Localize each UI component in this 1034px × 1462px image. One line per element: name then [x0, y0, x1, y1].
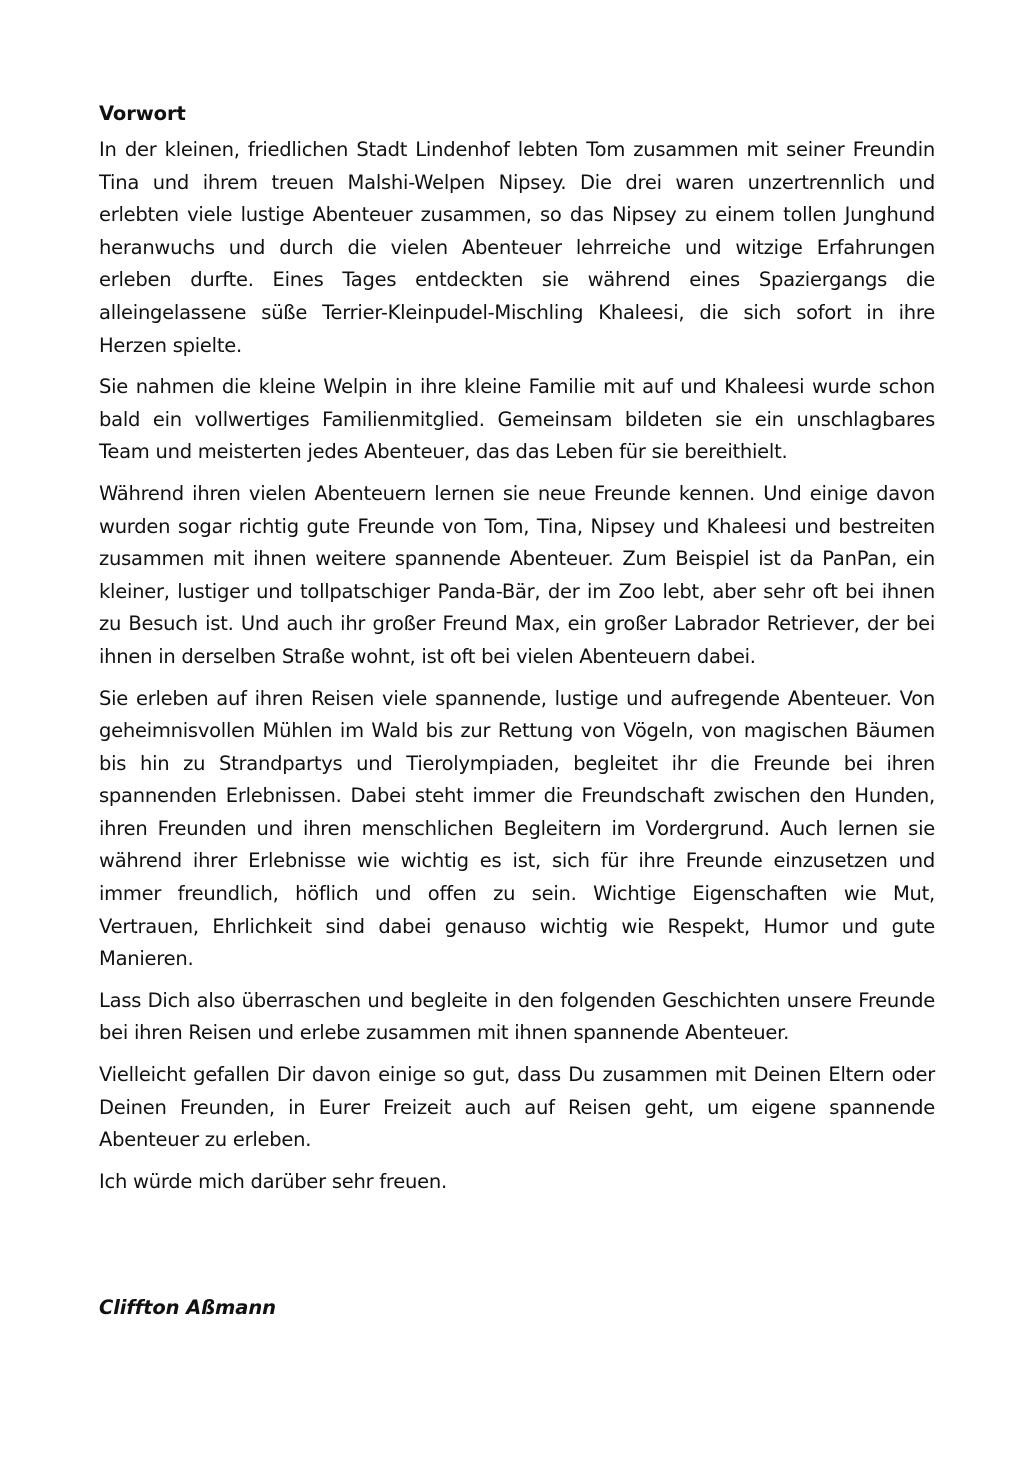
- paragraph-travel: Vielleicht gefallen Dir davon einige so gut, dass Du zusammen mit Deinen Eltern oder Deinen Freunden, in Eurer Freizeit auch auf Reisen geht, um eigene spannende Abenteuer zu erleben.: [99, 1063, 935, 1152]
- paragraph-invitation: Lass Dich also überraschen und begleite in den folgenden Geschichten unsere Freunde bei ihren Reisen und erlebe zusammen mit ihnen spannende Abenteuer.: [99, 988, 935, 1045]
- paragraph-intro: In der kleinen, friedlichen Stadt Lindenhof lebten Tom zusammen mit seiner Freundin Tina und ihrem treuen Malshi-Welpen Nipsey. Die drei waren unzertrennlich und erlebten viele lustige Abenteuer zusammen, so das Nipsey zu einem tollen Junghund heranwuchs und durch die vielen Abenteuer lehrreiche und witzige Erfahrungen erleben durfte. Eines Tages entdeckten sie während eines Spaziergangs die alleingelassene süße Terrier-Kleinpudel-Mischling Khaleesi, die sich sofort in ihre Herzen spielte.: [99, 138, 935, 357]
- paragraph-friends: Während ihren vielen Abenteuern lernen sie neue Freunde kennen. Und einige davon wurden sogar richtig gute Freunde von Tom, Tina, Nipsey und Khaleesi und bestreiten zusammen mit ihnen weitere spannende Abenteuer. Zum Beispiel ist da PanPan, ein kleiner, lustiger und tollpatschiger Panda-Bär, der im Zoo lebt, aber sehr oft bei ihnen zu Besuch ist. Und auch ihr großer Freund Max, ein großer Labrador Retriever, der bei ihnen in derselben Straße wohnt, ist oft bei vielen Abenteuern dabei.: [99, 481, 935, 668]
- paragraph-khaleesi: Sie nahmen die kleine Welpin in ihre kleine Familie mit auf und Khaleesi wurde schon bald ein vollwertiges Familienmitglied. Gemeinsam bildeten sie ein unschlagbares Team und meisterten jedes Abenteuer, das das Leben für sie bereithielt.: [99, 375, 935, 464]
- paragraph-adventures: Sie erleben auf ihren Reisen viele spannende, lustige und aufregende Abenteuer. Von geheimnisvollen Mühlen im Wald bis zur Rettung von Vögeln, von magischen Bäumen bis hin zu Strandpartys und Tierolympiaden, begleitet ihr die Freunde bei ihren spannenden Erlebnissen. Dabei steht immer die Freundschaft zwischen den Hunden, ihren Freunden und ihren menschlichen Begleitern im Vordergrund. Auch lernen sie während ihrer Erlebnisse wie wichtig es ist, sich für ihre Freunde einzusetzen und immer freundlich, höflich und offen zu sein. Wichtige Eigenschaften wie Mut, Vertrauen, Ehrlichkeit sind dabei genauso wichtig wie Respekt, Humor und gute Manieren.: [99, 686, 935, 971]
- document-body: [99, 98, 935, 1207]
- author-signature: Cliffton Aßmann: [99, 1296, 276, 1319]
- page-title: Vorwort: [99, 102, 186, 125]
- paragraph-closing: Ich würde mich darüber sehr freuen.: [99, 1169, 447, 1193]
